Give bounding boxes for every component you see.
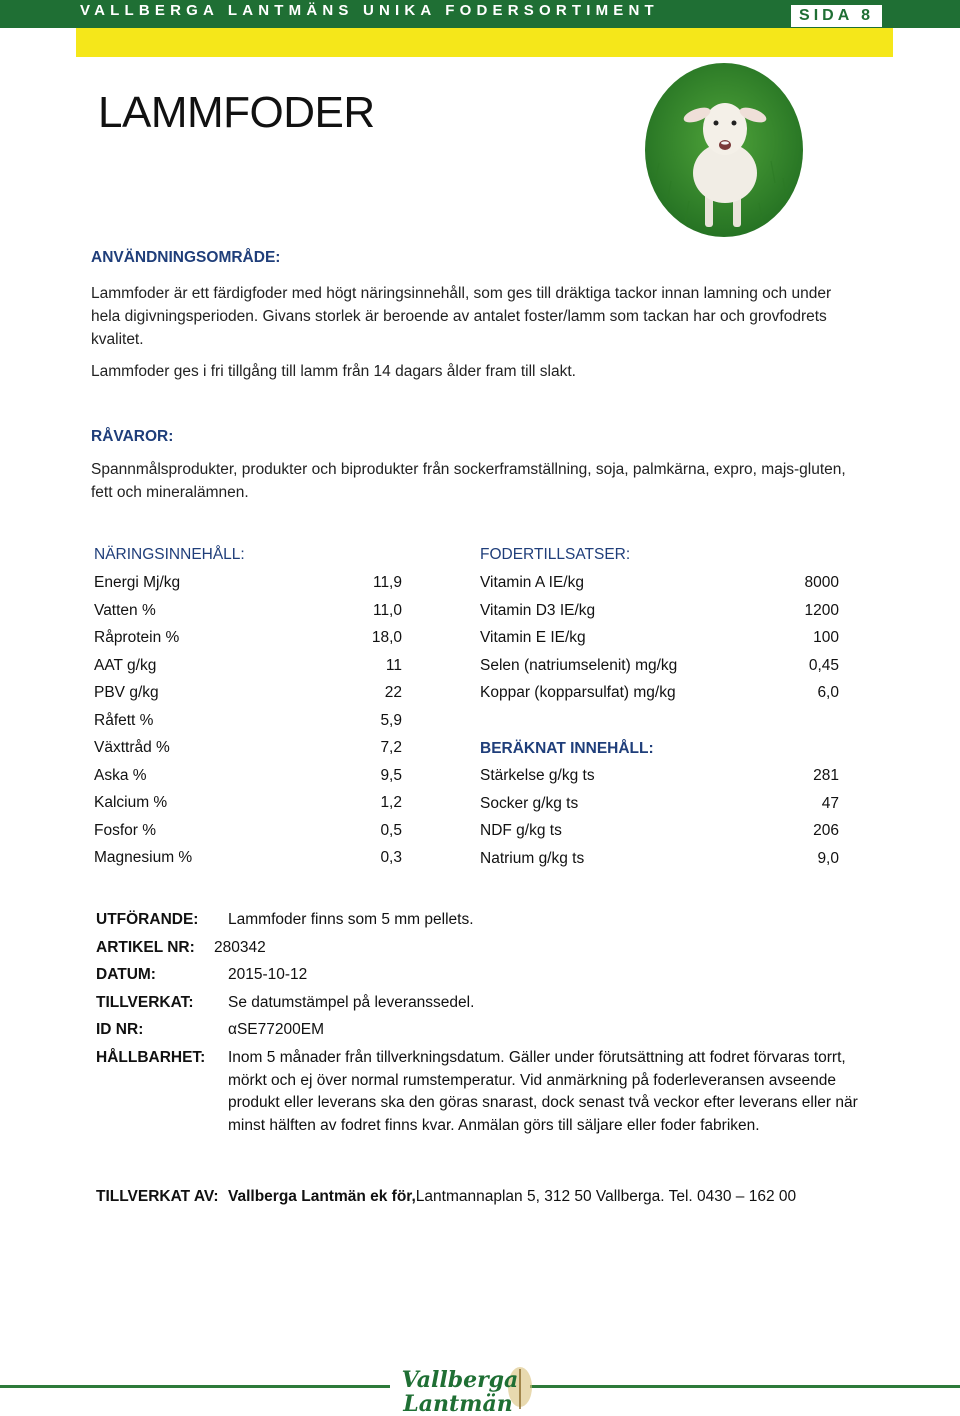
header-title: VALLBERGA LANTMÄNS UNIKA FODERSORTIMENT	[80, 2, 659, 19]
logo-line1: Vallberga	[401, 1367, 519, 1393]
nutrition-value: 0,5	[380, 821, 402, 839]
maker-line	[228, 1188, 796, 1206]
additives-heading: FODERTILLSATSER:	[480, 546, 631, 563]
nutrition-value: 0,3	[380, 849, 402, 866]
page-number: SIDA 8	[791, 5, 882, 27]
nutrition-value: 5,9	[380, 711, 402, 729]
nutrition-label: Energi Mj/kg	[94, 574, 181, 591]
nutrition-label: Fosfor %	[94, 821, 157, 839]
nutrition-row	[94, 767, 402, 789]
calculated-label: NDF g/kg ts	[480, 822, 562, 839]
additive-value: 0,45	[808, 656, 839, 674]
nutrition-value: 18,0	[371, 629, 402, 646]
lamb-photo	[645, 63, 803, 237]
usage-text-2: Lammfoder ges i fri tillgång till lamm från 14 dagars ålder fram till slakt.	[91, 363, 576, 380]
nutrition-value: 7,2	[380, 739, 402, 756]
additive-label: Vitamin A IE/kg	[480, 574, 584, 591]
nutrition-value: 11,0	[372, 601, 402, 619]
utforande-label: UTFÖRANDE:	[96, 911, 199, 928]
id-value: αSE77200EM	[228, 1021, 324, 1038]
raw-text: Spannmålsprodukter, produkter och biprodukter från sockerframställning, soja, palmkärna, expro, majs-gluten, fett och mineralämnen.	[91, 461, 846, 501]
nutrition-row	[94, 602, 402, 624]
additive-row	[480, 574, 839, 596]
additive-label: Koppar (kopparsulfat) mg/kg	[480, 684, 676, 701]
id-label: ID NR:	[96, 1021, 144, 1038]
logo-line2: Lantmän	[403, 1391, 513, 1416]
header-yellow-band	[76, 28, 893, 57]
calculated-row	[480, 795, 839, 817]
calculated-row	[480, 822, 839, 844]
nutrition-value: 11,9	[372, 574, 402, 591]
nutrition-label: Aska %	[94, 766, 147, 784]
nutrition-label: Växttråd %	[94, 739, 170, 756]
additive-value: 1200	[804, 601, 839, 619]
nutrition-value: 1,2	[380, 794, 402, 811]
additive-row	[480, 684, 839, 706]
nutrition-row	[94, 574, 402, 596]
additive-label: Vitamin E IE/kg	[480, 629, 586, 646]
additive-row	[480, 629, 839, 651]
calculated-heading: BERÄKNAT INNEHÅLL:	[480, 740, 654, 757]
additive-row	[480, 602, 839, 624]
nutrition-value: 11	[385, 656, 402, 674]
usage-heading: ANVÄNDNINGSOMRÅDE:	[91, 249, 281, 266]
maker-name: Vallberga Lantmän ek för,	[228, 1188, 416, 1205]
additive-label: Selen (natriumselenit) mg/kg	[480, 656, 678, 674]
additive-row	[480, 657, 839, 679]
calculated-label: Stärkelse g/kg ts	[480, 767, 595, 784]
nutrition-row	[94, 849, 402, 871]
datum-value: 2015-10-12	[228, 966, 308, 983]
calculated-label: Natrium g/kg ts	[480, 849, 585, 867]
calculated-value: 9,0	[817, 849, 839, 867]
calculated-label: Socker g/kg ts	[480, 794, 579, 812]
additive-value: 100	[813, 629, 839, 646]
additive-label: Vitamin D3 IE/kg	[480, 601, 596, 619]
nutrition-label: Kalcium %	[94, 794, 168, 811]
nutrition-row	[94, 794, 402, 816]
nutrition-row	[94, 684, 402, 706]
raw-heading: RÅVAROR:	[91, 428, 174, 445]
nutrition-label: AAT g/kg	[94, 656, 157, 674]
usage-text: Lammfoder är ett färdigfoder med högt näringsinnehåll, som ges till dräktiga tackor innan lamning och under hela digivningsperioden. Givans storlek är beroende av antalet foster/lamm som tackan har och grovfodrets kvalitet.	[91, 285, 832, 348]
nutrition-row	[94, 712, 402, 734]
calculated-value: 47	[821, 794, 839, 812]
additive-value: 8000	[804, 574, 839, 591]
nutrition-row	[94, 822, 402, 844]
utforande-value: Lammfoder finns som 5 mm pellets.	[228, 911, 474, 928]
nutrition-value: 9,5	[380, 766, 402, 784]
nutrition-label: Råfett %	[94, 711, 154, 729]
maker-label: TILLVERKAT AV:	[96, 1188, 219, 1205]
nutrition-label: Vatten %	[94, 601, 156, 619]
calculated-value: 206	[813, 822, 839, 839]
datum-label: DATUM:	[96, 966, 156, 983]
hallbarhet-label: HÅLLBARHET:	[96, 1049, 206, 1066]
artikel-value: 280342	[214, 939, 266, 956]
calculated-row	[480, 850, 839, 872]
calculated-value: 281	[813, 767, 839, 784]
nutrition-label: PBV g/kg	[94, 684, 159, 701]
nutrition-row	[94, 629, 402, 651]
nutrition-row	[94, 739, 402, 761]
tillverkat-label: TILLVERKAT:	[96, 994, 194, 1011]
additive-value: 6,0	[817, 684, 839, 701]
nutrition-row	[94, 657, 402, 679]
nutrition-label: Magnesium %	[94, 849, 193, 866]
nutrition-value: 22	[384, 684, 402, 701]
page-title: LAMMFODER	[98, 88, 375, 137]
artikel-label: ARTIKEL NR:	[96, 939, 195, 956]
tillverkat-value: Se datumstämpel på leveranssedel.	[228, 994, 475, 1011]
hallbarhet-value: Inom 5 månader från tillverkningsdatum. Gäller under förutsättning att fodret förvaras torrt, mörkt och ej över normal rumstemperatur. Vid anmärkning på foderleveransen avseende produkt eller leverans ska den göras snarast, dock senast två veckor efter leverans eller när minst hälften av fodret finns kvar. Anmälan görs till säljare eller foder fabriken.	[228, 1049, 858, 1134]
nutrition-label: Råprotein %	[94, 629, 180, 646]
calculated-row	[480, 767, 839, 789]
maker-address: Lantmannaplan 5, 312 50 Vallberga. Tel. 0430 – 162 00	[415, 1188, 797, 1205]
vallberga-logo	[0, 1363, 960, 1416]
nutrition-heading: NÄRINGSINNEHÅLL:	[94, 546, 245, 563]
